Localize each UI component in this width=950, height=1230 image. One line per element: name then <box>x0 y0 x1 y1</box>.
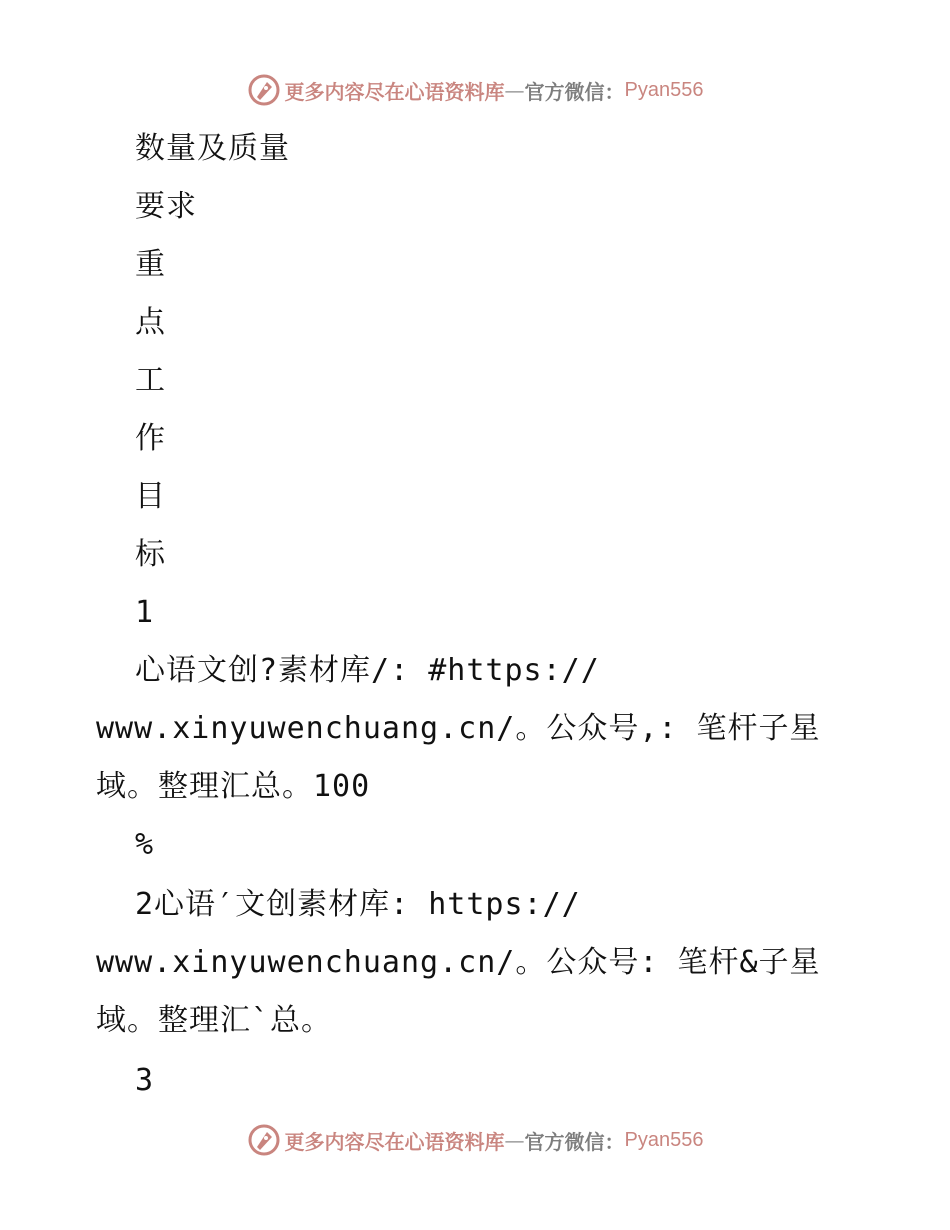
text-line: 域。整理汇总。100 <box>96 769 371 804</box>
banner-separator: — <box>504 1128 525 1152</box>
header-banner <box>0 70 950 110</box>
text-line: www.xinyuwenchuang.cn/。公众号: 笔杆&子星 <box>96 945 821 980</box>
text-line: 作 <box>135 421 166 456</box>
text-line: 2心语′文创素材库: https:// <box>135 887 581 922</box>
text-line: 标 <box>135 537 166 572</box>
text-line: 点 <box>135 305 166 340</box>
pen-nib-circle-icon <box>247 1123 281 1157</box>
text-line: 域。整理汇`总。 <box>96 1003 333 1038</box>
text-line: % <box>135 827 155 862</box>
banner-wechat-label: 官方微信： <box>524 79 625 104</box>
text-line: 要求 <box>135 189 197 224</box>
text-line: 工 <box>135 363 166 398</box>
text-line: 心语文创?素材库/: #https:// <box>135 653 600 688</box>
text-line: 目 <box>135 479 166 514</box>
banner-main-text: 更多内容尽在心语资料库 <box>284 1129 505 1154</box>
banner-separator: — <box>504 78 525 102</box>
text-line: www.xinyuwenchuang.cn/。公众号,: 笔杆子星 <box>96 711 821 746</box>
banner-wechat-id: Pyan556 <box>624 78 704 101</box>
text-line: 3 <box>135 1063 155 1098</box>
text-line: 数量及质量 <box>135 131 290 166</box>
footer-banner <box>0 1120 950 1160</box>
text-line: 1 <box>135 595 155 630</box>
text-line: 重 <box>135 247 166 282</box>
banner-wechat-id: Pyan556 <box>624 1128 704 1151</box>
banner-main-text: 更多内容尽在心语资料库 <box>284 79 505 104</box>
banner-wechat-label: 官方微信： <box>524 1129 625 1154</box>
pen-nib-circle-icon <box>247 73 281 107</box>
